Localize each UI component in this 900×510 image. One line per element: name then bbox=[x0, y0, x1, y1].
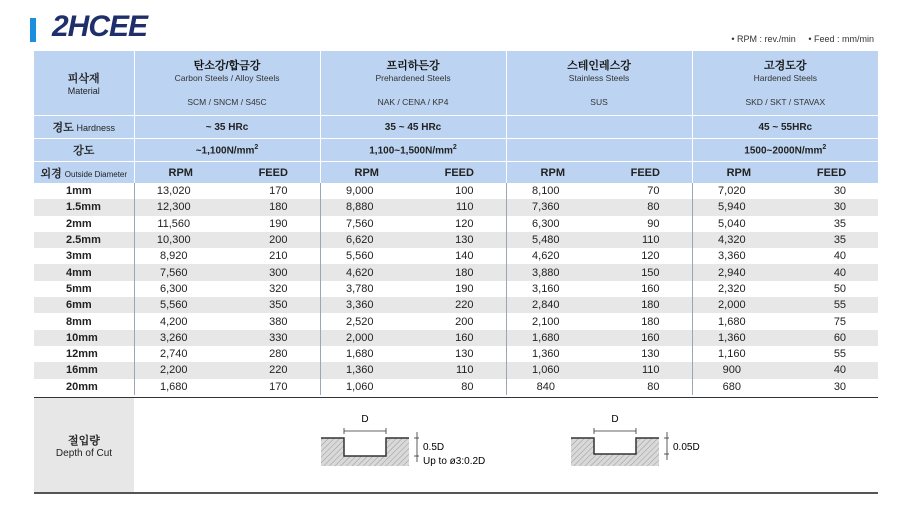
depth-of-cut-label-en: Depth of Cut bbox=[55, 447, 113, 459]
strength-text: 1500~2000N/mm bbox=[744, 145, 823, 157]
rpm-cell: 13,020 bbox=[134, 183, 227, 199]
group-name-kr: 스테인레스강 bbox=[567, 59, 631, 72]
rpm-cell: 12,300 bbox=[134, 199, 227, 215]
table-row bbox=[34, 281, 878, 297]
rpm-cell: 1,680 bbox=[320, 346, 413, 362]
strength-value bbox=[692, 139, 878, 162]
feed-cell: 160 bbox=[599, 330, 692, 346]
col-rpm: RPM bbox=[506, 162, 599, 184]
rpm-cell: 11,560 bbox=[134, 216, 227, 232]
feed-cell: 40 bbox=[785, 362, 878, 378]
column-header-row bbox=[34, 162, 878, 184]
rpm-cell: 2,840 bbox=[506, 297, 599, 313]
diameter-cell: 3mm bbox=[66, 250, 92, 263]
rpm-cell: 1,360 bbox=[692, 330, 785, 346]
feed-cell: 380 bbox=[269, 315, 288, 328]
rpm-cell: 5,480 bbox=[506, 232, 599, 248]
diameter-label-en: Outside Diameter bbox=[64, 169, 128, 179]
depth-of-cut-label-kr: 절입량 bbox=[68, 434, 100, 447]
group-grades: SKD / SKT / STAVAX bbox=[745, 96, 826, 107]
group-name-en: Prehardened Steels bbox=[375, 72, 451, 83]
rpm-cell: 5,040 bbox=[692, 216, 785, 232]
strength-text: ~1,100N/mm bbox=[195, 145, 255, 157]
hardness-value: 35 ~ 45 HRc bbox=[320, 116, 506, 139]
rpm-cell: 2,740 bbox=[134, 346, 227, 362]
table-row bbox=[34, 199, 878, 215]
rpm-cell: 7,020 bbox=[692, 183, 785, 199]
rpm-cell: 6,300 bbox=[506, 216, 599, 232]
feed-cell: 35 bbox=[785, 232, 878, 248]
rpm-cell: 8,100 bbox=[506, 183, 599, 199]
feed-cell: 60 bbox=[785, 330, 878, 346]
strength-label bbox=[34, 139, 134, 162]
cutting-conditions-table bbox=[34, 51, 878, 395]
group-name-kr: 프리하든강 bbox=[386, 59, 440, 72]
col-feed: FEED bbox=[785, 162, 878, 184]
strength-value bbox=[506, 139, 692, 162]
diameter-cell: 6mm bbox=[34, 297, 134, 313]
col-feed: FEED bbox=[227, 162, 320, 184]
diameter-cell: 1.5mm bbox=[34, 199, 134, 215]
feed-cell: 30 bbox=[785, 199, 878, 215]
rpm-cell: 6,300 bbox=[134, 281, 227, 297]
rpm-cell: 4,320 bbox=[692, 232, 785, 248]
feed-cell: 180 bbox=[227, 199, 320, 215]
material-label bbox=[34, 51, 134, 116]
diameter-cell: 5mm bbox=[66, 282, 92, 295]
rpm-cell: 3,780 bbox=[320, 281, 413, 297]
feed-cell: 200 bbox=[227, 232, 320, 248]
feed-cell: 40 bbox=[833, 250, 847, 263]
hardness-value: ~ 35 HRc bbox=[134, 116, 320, 139]
group-name-en: Stainless Steels bbox=[568, 72, 630, 83]
feed-cell: 180 bbox=[599, 297, 692, 313]
rpm-cell: 3,160 bbox=[506, 281, 599, 297]
rpm-cell: 1,160 bbox=[692, 346, 785, 362]
feed-cell: 80 bbox=[599, 199, 692, 215]
table-row bbox=[34, 232, 878, 248]
rpm-cell: 1,680 bbox=[506, 330, 599, 346]
depth-of-cut-diagram-right bbox=[569, 408, 769, 488]
rpm-cell: 8,920 bbox=[134, 248, 227, 264]
col-rpm: RPM bbox=[320, 162, 413, 184]
feed-cell: 330 bbox=[227, 330, 320, 346]
diameter-cell: 2mm bbox=[66, 217, 92, 230]
hardness-row bbox=[34, 116, 878, 139]
feed-cell: 40 bbox=[785, 264, 878, 280]
rpm-cell: 3,260 bbox=[134, 330, 227, 346]
table-row bbox=[34, 313, 878, 329]
rpm-cell: 7,560 bbox=[134, 264, 227, 280]
feed-cell: 70 bbox=[647, 185, 660, 198]
diameter-cell: 20mm bbox=[66, 380, 98, 393]
units-rpm: • RPM : rev./min bbox=[731, 34, 796, 44]
rpm-cell: 7,560 bbox=[320, 216, 413, 232]
strength-value bbox=[134, 139, 320, 162]
rpm-cell: 1,360 bbox=[506, 346, 599, 362]
rpm-cell: 3,360 bbox=[320, 297, 413, 313]
depth-of-cut-diagram-left bbox=[319, 408, 519, 488]
rpm-cell: 4,620 bbox=[506, 248, 599, 264]
material-group-stainless bbox=[506, 51, 692, 116]
feed-cell: 190 bbox=[455, 282, 474, 295]
hardness-value: 45 ~ 55HRc bbox=[692, 116, 878, 139]
feed-cell: 200 bbox=[455, 315, 474, 328]
rpm-cell: 1,680 bbox=[134, 379, 227, 395]
rpm-cell: 2,320 bbox=[692, 281, 785, 297]
col-feed: FEED bbox=[413, 162, 506, 184]
feed-cell: 180 bbox=[641, 315, 660, 328]
strength-sup: 2 bbox=[452, 143, 457, 151]
table-row bbox=[34, 330, 878, 346]
table-row bbox=[34, 264, 878, 280]
material-label-en: Material bbox=[67, 86, 100, 96]
feed-cell: 120 bbox=[641, 250, 660, 263]
group-name-kr: 탄소강/합금강 bbox=[193, 59, 261, 72]
feed-cell: 320 bbox=[269, 282, 288, 295]
feed-cell: 110 bbox=[413, 362, 506, 378]
feed-cell: 160 bbox=[413, 330, 506, 346]
rpm-cell: 5,560 bbox=[134, 297, 227, 313]
group-grades: SCM / SNCM / S45C bbox=[187, 96, 267, 107]
feed-cell: 300 bbox=[227, 264, 320, 280]
left-depth-note: Up to ø3:0.2D bbox=[423, 456, 486, 467]
strength-value bbox=[320, 139, 506, 162]
rpm-cell: 840 bbox=[506, 379, 599, 395]
rpm-cell: 1,680 bbox=[692, 313, 785, 329]
material-header-row bbox=[34, 51, 878, 116]
material-group-hardened bbox=[692, 51, 878, 116]
rpm-cell: 2,520 bbox=[320, 313, 413, 329]
units-feed: • Feed : mm/min bbox=[808, 34, 874, 44]
col-rpm: RPM bbox=[134, 162, 227, 184]
feed-cell: 130 bbox=[641, 348, 660, 361]
rpm-cell: 2,200 bbox=[134, 362, 227, 378]
strength-sup: 2 bbox=[254, 143, 259, 151]
diameter-cell: 2.5mm bbox=[34, 232, 134, 248]
feed-cell: 190 bbox=[269, 217, 288, 230]
feed-cell: 75 bbox=[833, 315, 847, 328]
feed-cell: 110 bbox=[599, 232, 692, 248]
group-grades: NAK / CENA / KP4 bbox=[377, 96, 449, 107]
feed-cell: 50 bbox=[833, 282, 847, 295]
group-grades: SUS bbox=[590, 96, 608, 107]
feed-cell: 350 bbox=[227, 297, 320, 313]
feed-cell: 170 bbox=[269, 380, 288, 393]
feed-cell: 120 bbox=[455, 217, 474, 230]
title-accent-bar bbox=[30, 18, 36, 42]
table-row bbox=[34, 379, 878, 395]
feed-cell: 150 bbox=[599, 264, 692, 280]
feed-cell: 80 bbox=[647, 380, 660, 393]
feed-cell: 170 bbox=[269, 185, 288, 198]
rpm-cell: 2,000 bbox=[320, 330, 413, 346]
feed-cell: 110 bbox=[599, 362, 692, 378]
left-depth-label: 0.5D bbox=[423, 442, 445, 453]
diameter-cell: 1mm bbox=[66, 185, 92, 198]
rpm-cell: 5,940 bbox=[692, 199, 785, 215]
diameter-cell: 10mm bbox=[34, 330, 134, 346]
table-row bbox=[34, 346, 878, 362]
diameter-cell: 16mm bbox=[34, 362, 134, 378]
units-legend bbox=[721, 34, 874, 44]
col-feed: FEED bbox=[599, 162, 692, 184]
rpm-cell: 2,100 bbox=[506, 313, 599, 329]
feed-cell: 100 bbox=[455, 185, 474, 198]
feed-cell: 35 bbox=[833, 217, 847, 230]
feed-cell: 160 bbox=[641, 282, 660, 295]
feed-cell: 55 bbox=[785, 297, 878, 313]
rpm-cell: 8,880 bbox=[320, 199, 413, 215]
rpm-cell: 1,060 bbox=[320, 379, 413, 395]
feed-cell: 280 bbox=[269, 348, 288, 361]
strength-row bbox=[34, 139, 878, 162]
feed-cell: 130 bbox=[413, 232, 506, 248]
hardness-label-kr: 경도 bbox=[52, 122, 74, 134]
feed-cell: 130 bbox=[455, 348, 474, 361]
strength-sup: 2 bbox=[822, 143, 827, 151]
rpm-cell: 7,360 bbox=[506, 199, 599, 215]
material-group-prehardened bbox=[320, 51, 506, 116]
material-label-kr: 피삭재 bbox=[67, 73, 100, 85]
diameter-cell: 4mm bbox=[34, 264, 134, 280]
feed-cell: 140 bbox=[455, 250, 474, 263]
col-rpm: RPM bbox=[692, 162, 785, 184]
rpm-cell: 900 bbox=[692, 362, 785, 378]
table-row bbox=[34, 248, 878, 264]
right-depth-label: 0.05D bbox=[673, 442, 700, 453]
feed-cell: 110 bbox=[413, 199, 506, 215]
rpm-cell: 3,360 bbox=[692, 248, 785, 264]
rpm-cell: 5,560 bbox=[320, 248, 413, 264]
diameter-label bbox=[34, 162, 134, 184]
rpm-cell: 6,620 bbox=[320, 232, 413, 248]
feed-cell: 30 bbox=[833, 185, 847, 198]
feed-cell: 55 bbox=[833, 348, 847, 361]
right-d-label: D bbox=[611, 414, 619, 425]
feed-cell: 220 bbox=[413, 297, 506, 313]
rpm-cell: 4,620 bbox=[320, 264, 413, 280]
material-group-carbon bbox=[134, 51, 320, 116]
table-row bbox=[34, 216, 878, 232]
rpm-cell: 9,000 bbox=[320, 183, 413, 199]
diameter-cell: 12mm bbox=[66, 348, 98, 361]
rpm-cell: 680 bbox=[692, 379, 785, 395]
diameter-label-kr: 외경 bbox=[40, 167, 62, 180]
feed-cell: 90 bbox=[647, 217, 660, 230]
rpm-cell: 10,300 bbox=[134, 232, 227, 248]
diameter-cell: 8mm bbox=[66, 315, 92, 328]
rpm-cell: 1,060 bbox=[506, 362, 599, 378]
feed-cell: 210 bbox=[269, 250, 288, 263]
hardness-label bbox=[34, 116, 134, 139]
hardness-value bbox=[506, 116, 692, 139]
rpm-cell: 1,360 bbox=[320, 362, 413, 378]
strength-text: 1,100~1,500N/mm bbox=[369, 145, 453, 157]
depth-of-cut-section bbox=[34, 397, 878, 494]
left-d-label: D bbox=[361, 414, 369, 425]
group-name-en: Carbon Steels / Alloy Steels bbox=[174, 72, 280, 83]
hardness-label-en: Hardness bbox=[76, 123, 116, 133]
rpm-cell: 2,000 bbox=[692, 297, 785, 313]
feed-cell: 80 bbox=[461, 380, 474, 393]
strength-label-kr: 강도 bbox=[73, 145, 95, 157]
feed-cell: 220 bbox=[227, 362, 320, 378]
depth-of-cut-label bbox=[34, 398, 134, 492]
rpm-cell: 2,940 bbox=[692, 264, 785, 280]
rpm-cell: 3,880 bbox=[506, 264, 599, 280]
group-name-kr: 고경도강 bbox=[764, 59, 807, 72]
table-row bbox=[34, 297, 878, 313]
table-row bbox=[34, 183, 878, 199]
rpm-cell: 4,200 bbox=[134, 313, 227, 329]
page-title: 2HCEE bbox=[52, 10, 148, 43]
feed-cell: 30 bbox=[833, 380, 847, 393]
feed-cell: 180 bbox=[413, 264, 506, 280]
group-name-en: Hardened Steels bbox=[753, 72, 817, 83]
table-row bbox=[34, 362, 878, 378]
